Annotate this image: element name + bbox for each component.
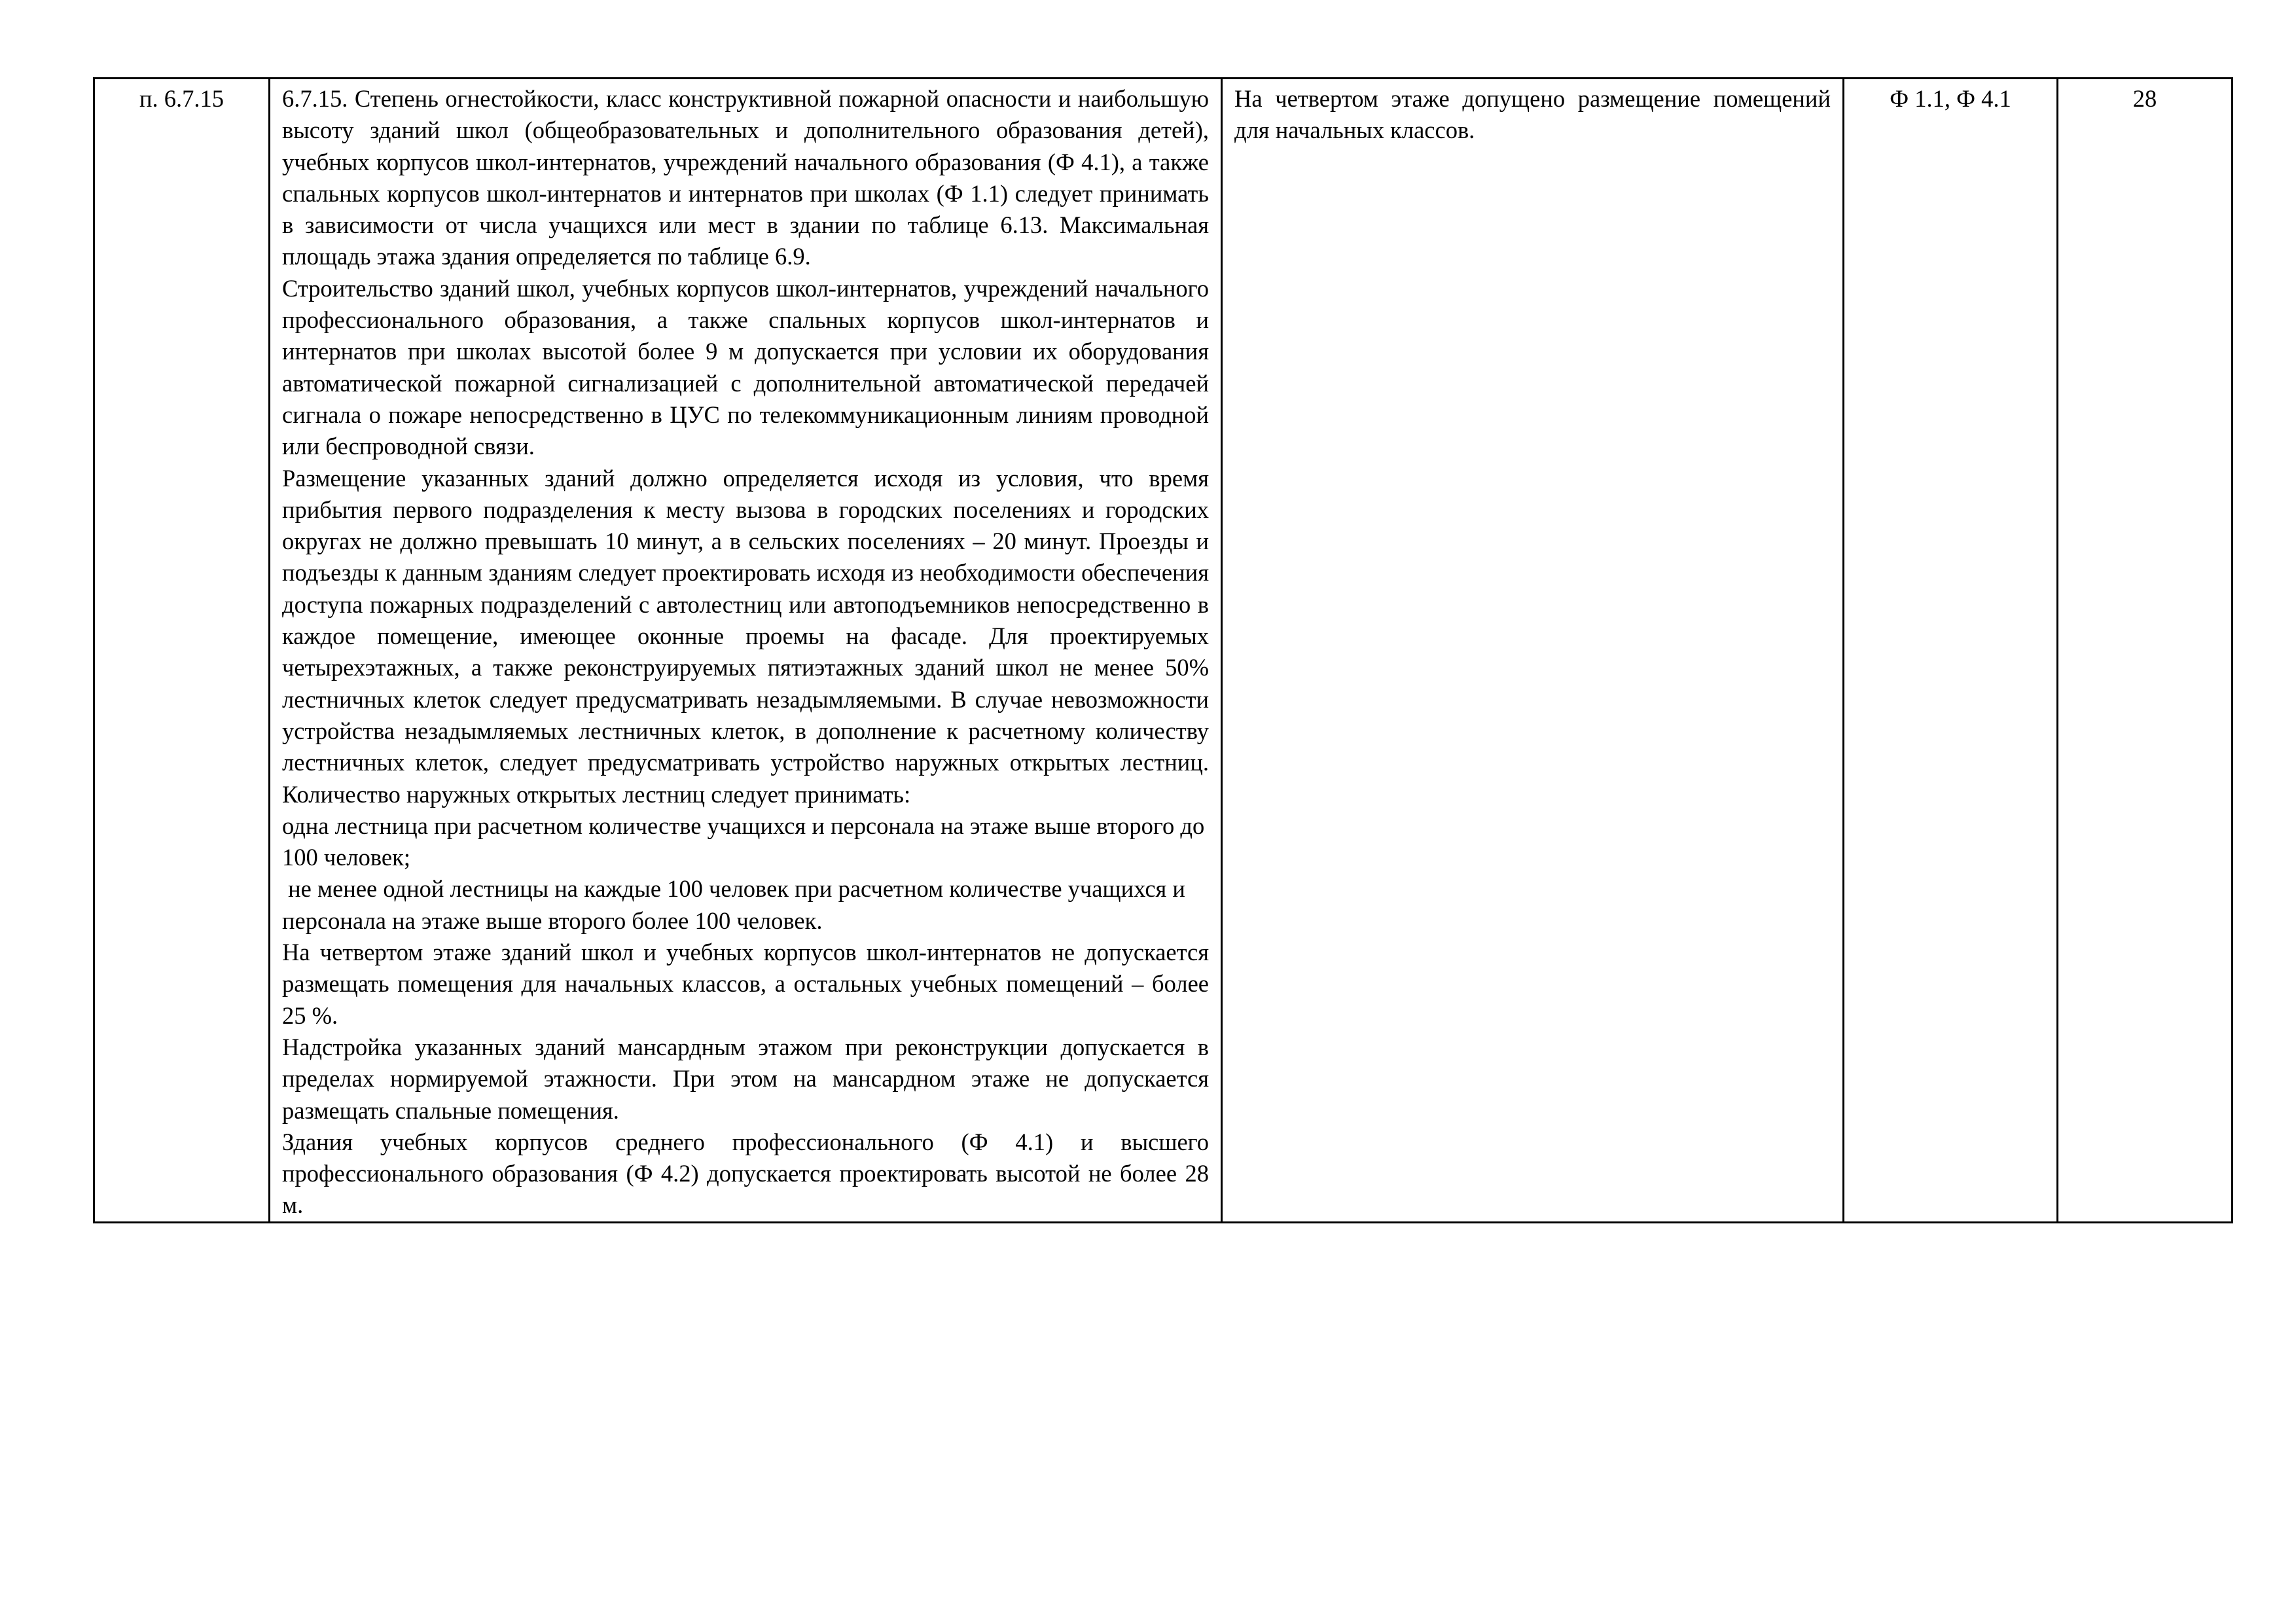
requirement-paragraph: Здания учебных корпусов среднего профессионального (Ф 4.1) и высшего профессионального образования (Ф 4.2) допускается проектировать высотой не более 28 м.	[282, 1128, 1209, 1219]
table-row	[94, 79, 2233, 1223]
functional-class-cell: Ф 1.1, Ф 4.1	[1844, 79, 2058, 1223]
requirement-paragraph: Строительство зданий школ, учебных корпусов школ-интернатов, учреждений начального профессионального образования, а также спальных корпусов школ-интернатов и интернатов при школах высотой более 9 м допускается при условии их оборудования автоматической пожарной сигнализацией с дополнительной автоматической передачей сигнала о пожаре непосредственно в ЦУС по телекоммуникационным линиям проводной или беспроводной связи.	[282, 274, 1209, 460]
deviation-comment-cell: На четвертом этаже допущено размещение помещений для начальных классов.	[1222, 79, 1844, 1223]
requirement-paragraph: не менее одной лестницы на каждые 100 человек при расчетном количестве учащихся и персонала на этаже выше второго более 100 человек.	[282, 875, 1192, 934]
requirement-paragraph: Надстройка указанных зданий мансардным этажом при реконструкции допускается в пределах нормируемой этажности. При этом на мансардном этаже не допускается размещать спальные помещения.	[282, 1033, 1209, 1124]
clause-number-cell: п. 6.7.15	[94, 79, 270, 1223]
requirements-table	[93, 77, 2233, 1223]
requirement-paragraph: одна лестница при расчетном количестве учащихся и персонала на этаже выше второго до 100 человек;	[282, 812, 1205, 871]
requirement-paragraph: Размещение указанных зданий должно определяется исходя из условия, что время прибытия первого подразделения к месту вызова в городских поселениях и городских округах не должно превышать 10 минут, а в сельских поселениях – 20 минут. Проезды и подъезды к данным зданиям следует проектировать исходя из необходимости обеспечения доступа пожарных подразделений с автолестниц или автоподъемников непосредственно в каждое помещение, имеющее оконные проемы на фасаде. Для проектируемых четырехэтажных, а также реконструируемых пятиэтажных зданий школ не менее 50% лестничных клеток следует предусматривать незадымляемыми. В случае невозможности устройства незадымляемых лестничных клеток, в дополнение к расчетному количеству лестничных клеток, следует предусматривать устройство наружных открытых лестниц. Количество наружных открытых лестниц следует принимать:	[282, 464, 1209, 808]
page-number-cell: 28	[2058, 79, 2233, 1223]
requirement-paragraph: 6.7.15. Степень огнестойкости, класс конструктивной пожарной опасности и наибольшую высоту зданий школ (общеобразовательных и дополнительного образования детей), учебных корпусов школ-интернатов, учреждений начального образования (Ф 4.1), а также спальных корпусов школ-интернатов и интернатов при школах (Ф 1.1) следует принимать в зависимости от числа учащихся или мест в здании по таблице 6.13. Максимальная площадь этажа здания определяется по таблице 6.9.	[282, 85, 1209, 270]
requirement-paragraph: На четвертом этаже зданий школ и учебных корпусов школ-интернатов не допускается размещать помещения для начальных классов, а остальных учебных помещений – более 25 %.	[282, 939, 1209, 1029]
requirement-text-cell	[270, 79, 1222, 1223]
